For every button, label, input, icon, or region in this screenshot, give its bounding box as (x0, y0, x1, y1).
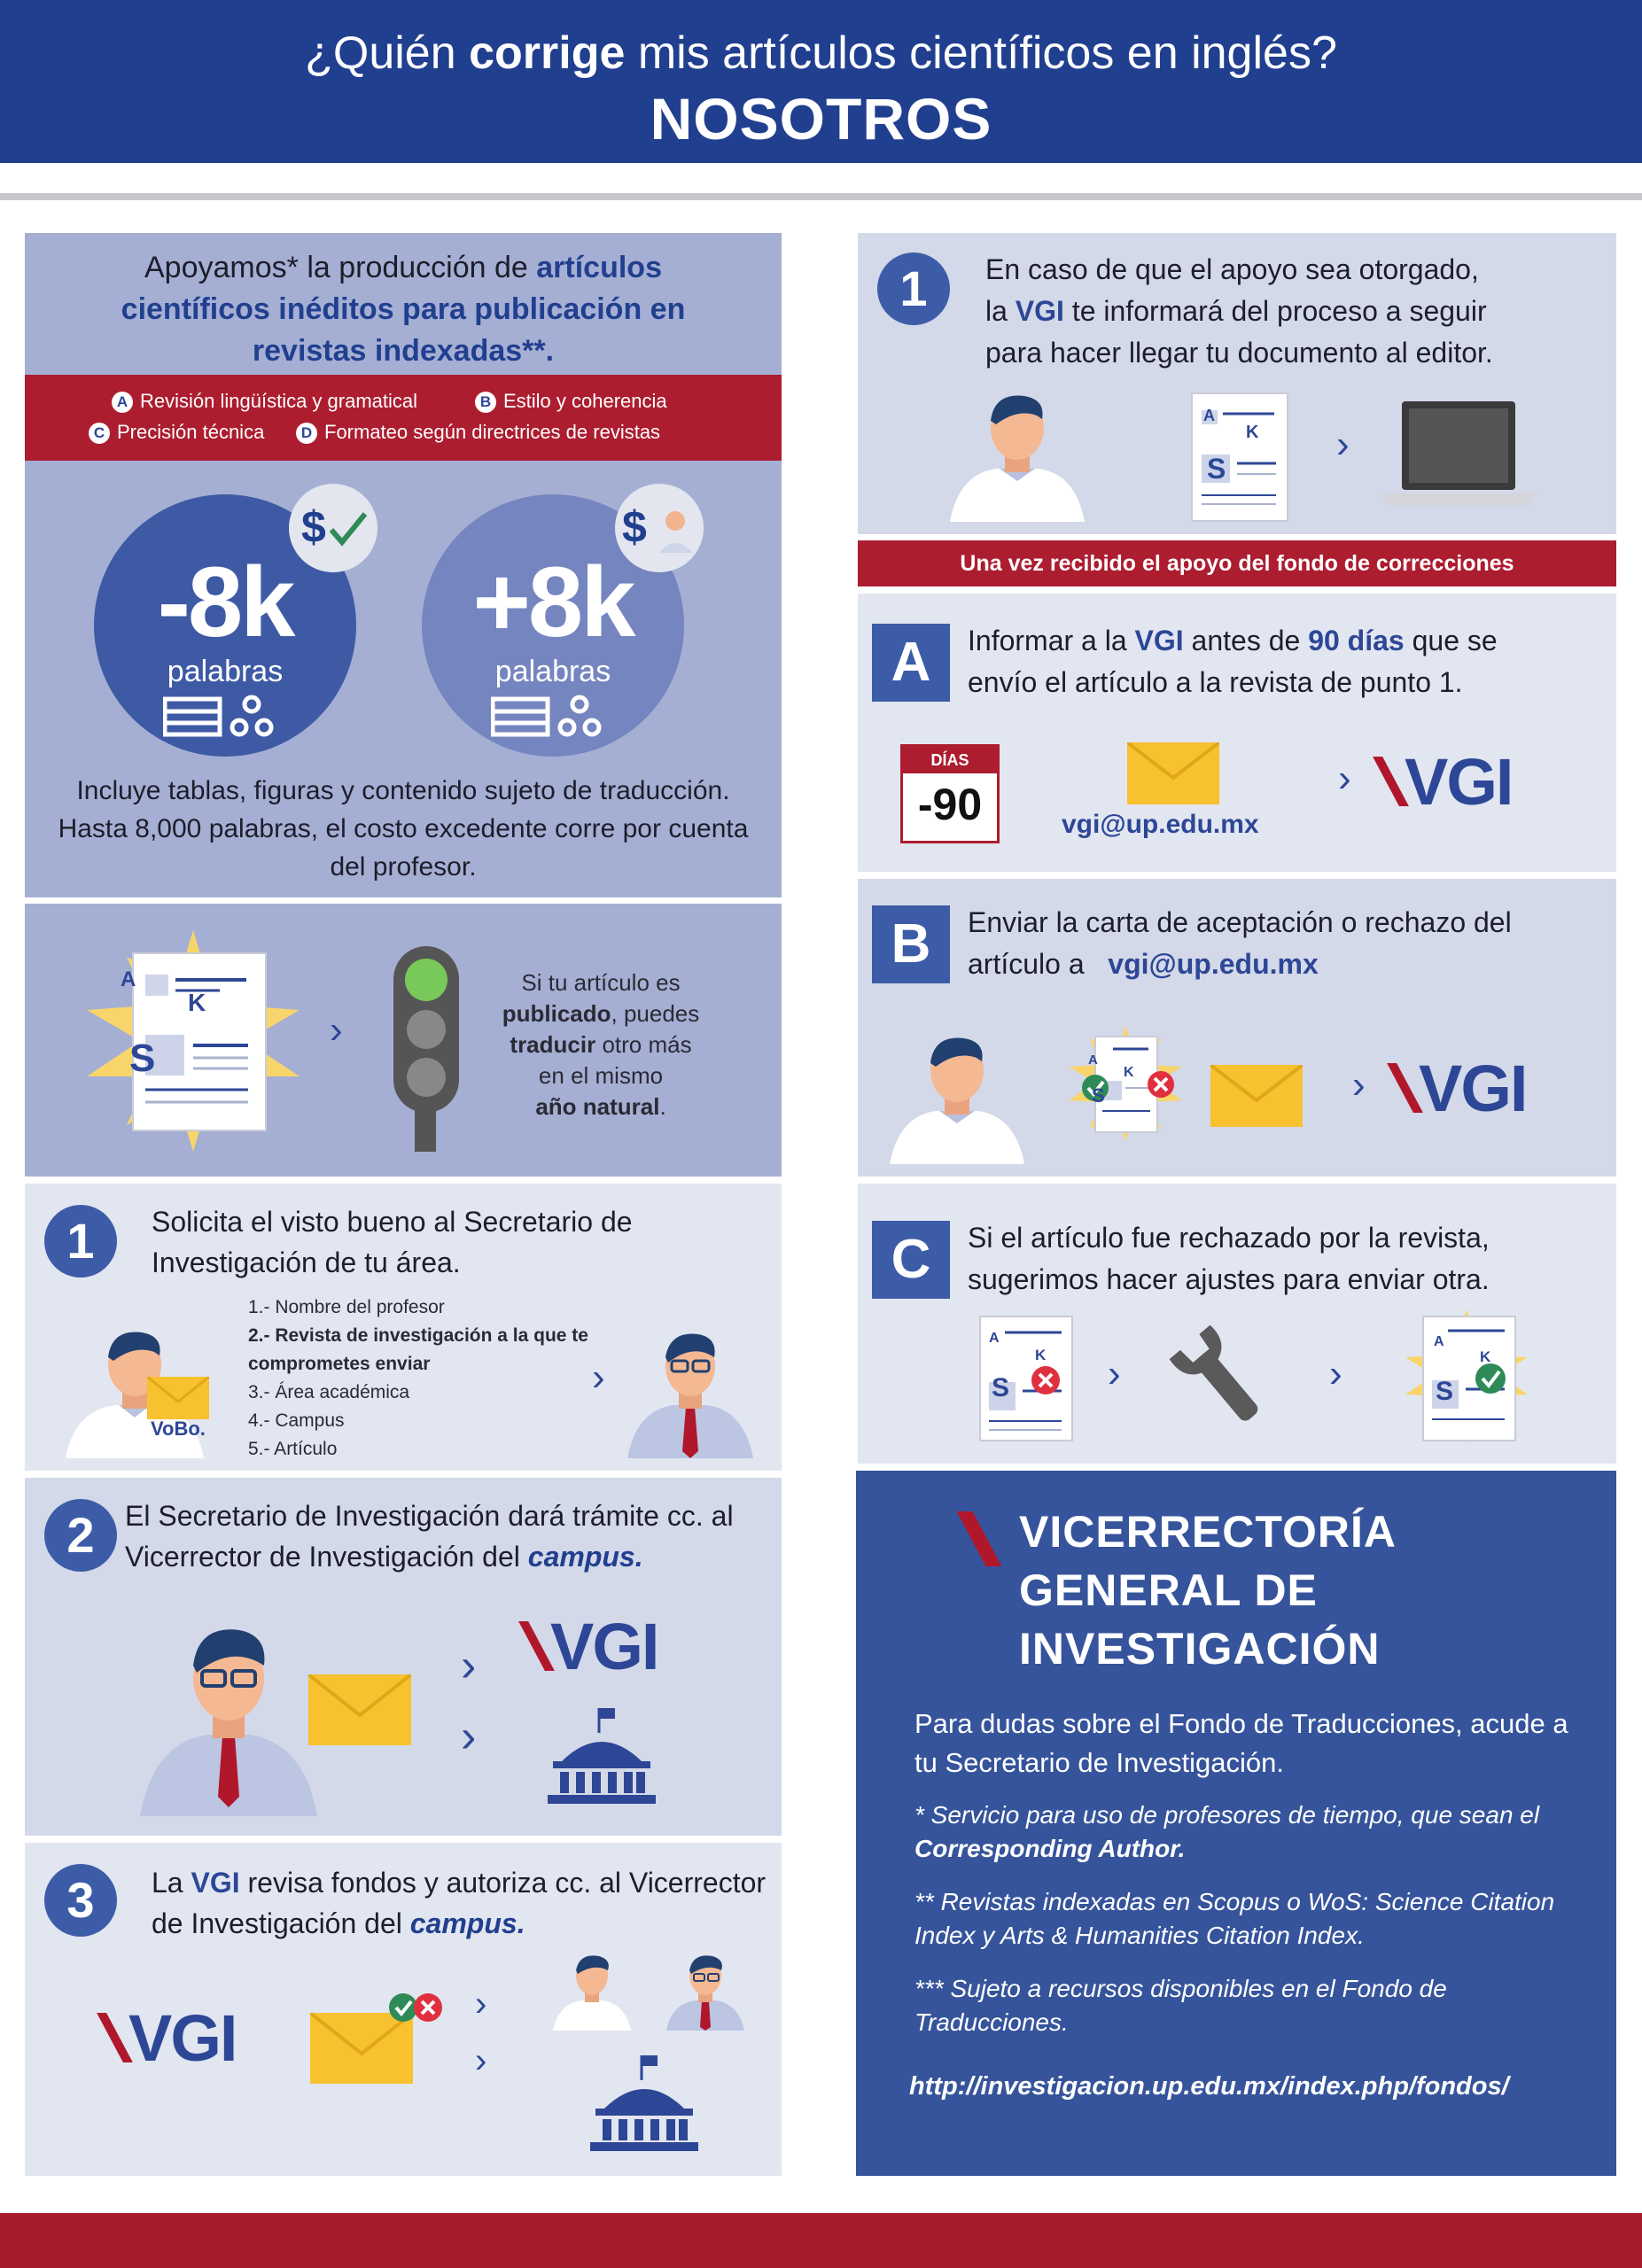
header-answer: NOSOTROS (650, 86, 992, 151)
red-banner: Una vez recibido el apoyo del fondo de correcciones (858, 540, 1616, 586)
step-3-panel (25, 1843, 782, 2176)
service-c: C Precisión técnica (89, 418, 264, 447)
doc-letter-s: S (992, 1373, 1010, 1402)
doc-letter-k: K (1124, 1065, 1134, 1080)
requirements-list: 1.- Nombre del profesor 2.- Revista de investigación a la que te comprometes enviar 3.- Área académica 4.- Campus 5.- Artículo (248, 1297, 588, 1459)
header-question: ¿Quién corrige mis artículos científicos en inglés? (305, 27, 1337, 79)
laptop-icon (1379, 398, 1538, 509)
calendar-icon (900, 744, 1000, 843)
intro-text: Apoyamos* la producción de artículos científicos inéditos para publicación en revistas indexadas**. (121, 251, 686, 368)
words-note: Incluye tablas, figuras y contenido sujeto de traducción. Hasta 8,000 palabras, el costo excedente corre por cuenta del profesor. (58, 776, 749, 882)
step-1-number: 1 (44, 1205, 117, 1278)
footer-bar (0, 2213, 1642, 2268)
step-2-text: El Secretario de Investigación dará trámite cc. al Vicerrector de Investigación del campus. (125, 1500, 734, 1573)
svg-text:$: $ (622, 502, 647, 552)
service-b: B Estilo y coherencia (475, 387, 667, 416)
right-step-1-panel (858, 233, 1616, 534)
step-b-panel (858, 879, 1616, 1177)
step-a-letter: A (872, 624, 950, 702)
arrow-icon: › (592, 1355, 605, 1399)
doc-letter-a: A (1434, 1334, 1444, 1349)
arrow-icon: › (1336, 423, 1350, 466)
step-c-letter: C (872, 1221, 950, 1299)
arrow-icon: › (330, 1008, 343, 1052)
approve-reject-icon (388, 1992, 445, 2023)
words-label: palabras (494, 655, 611, 688)
vobo-label: VoBo. (151, 1418, 206, 1440)
arrow-icon: › (1108, 1352, 1121, 1395)
envelope-icon (310, 2013, 413, 2084)
vgi-logo-slash (957, 1511, 1002, 1566)
step-b-letter: B (872, 905, 950, 983)
doc-letter-s: S (1207, 453, 1226, 485)
services-bar (25, 375, 782, 461)
article-doc-burst-icon (60, 930, 326, 1152)
svg-text:$: $ (301, 502, 326, 552)
doc-letter-k: K (188, 989, 206, 1016)
email-address[interactable]: vgi@up.edu.mx (1062, 810, 1259, 839)
intro-panel (25, 233, 782, 897)
secretary-avatar (131, 1619, 326, 1816)
contact-panel (856, 1471, 1616, 2176)
secretary-avatar (624, 1325, 757, 1458)
doc-letter-s: S (1436, 1377, 1454, 1406)
step-3-text: La VGI revisa fondos y autoriza cc. al Vicerrector de Investigación del campus. (152, 1867, 767, 1939)
vgi-logo: VGI (110, 2002, 236, 2073)
contact-dudas: Para dudas sobre el Fondo de Traducciones, acude a tu Secretario de Investigación. (914, 1708, 1568, 1778)
arrow-icon: › (1329, 1352, 1342, 1395)
money-check-badge (289, 484, 377, 572)
doc-letter-a: A (1203, 407, 1215, 424)
envelope-icon (1210, 1065, 1303, 1127)
page-header (0, 0, 1642, 163)
right-step-1-text: En caso de que el apoyo sea otorgado, la VGI te informará del proceso a seguir para hacer llegar tu documento al editor. (985, 253, 1493, 369)
envelope-icon (308, 1674, 411, 1745)
note-1: * Servicio para uso de profesores de tiempo, que sean el Corresponding Author. (914, 1801, 1540, 1862)
step-c-panel (858, 1184, 1616, 1464)
envelope-icon (1127, 742, 1219, 804)
plus-8k: +8k (472, 547, 634, 657)
step-a-panel (858, 594, 1616, 872)
accepted-doc-icon (1400, 1309, 1533, 1451)
money-person-badge (615, 484, 704, 572)
doc-letter-s: S (129, 1037, 156, 1080)
arrow-icon: › (461, 1640, 477, 1691)
note-2: ** Revistas indexadas en Scopus o WoS: Science Citation Index y Arts & Humanities Citation Index. (914, 1888, 1555, 1949)
fund-url-link[interactable]: http://investigacion.up.edu.mx/index.php/fondos/ (909, 2072, 1509, 2101)
professor-avatar (886, 1031, 1028, 1164)
campus-building-icon (544, 1708, 659, 1806)
arrow-icon: › (461, 1711, 477, 1762)
words-label: palabras (167, 655, 284, 688)
note-3: *** Sujeto a recursos disponibles en el Fondo de Traducciones. (914, 1975, 1447, 2036)
step-2-number: 2 (44, 1499, 117, 1572)
arrow-icon: › (1352, 1063, 1366, 1107)
service-d: D Formateo según directrices de revistas (296, 418, 660, 447)
minus-8k: -8k (157, 547, 293, 657)
table-figure-icon (163, 694, 287, 740)
arrow-icon: › (475, 2041, 487, 2080)
step-a-text: Informar a la VGI antes de 90 días que se envío el artículo a la revista de punto 1. (968, 625, 1498, 698)
wrench-icon (1159, 1322, 1283, 1437)
traffic-light-icon (393, 946, 459, 1152)
step-c-text: Si el artículo fue rechazado por la revista, sugerimos hacer ajustes para enviar otra. (968, 1222, 1490, 1295)
doc-letter-k: K (1035, 1347, 1047, 1363)
published-panel (25, 904, 782, 1177)
doc-letter-a: A (1088, 1052, 1098, 1068)
doc-letter-k: K (1480, 1348, 1491, 1365)
reviewed-doc-icon (1063, 1026, 1187, 1150)
service-a: A Revisión lingüística y gramatical (112, 387, 417, 416)
step-1-panel (25, 1184, 782, 1471)
vgi-logo: VGI (532, 1611, 658, 1682)
professor-avatar (549, 1953, 634, 2031)
step-1-text: Solicita el visto bueno al Secretario de Investigación de tu área. (152, 1206, 633, 1278)
step-2-panel (25, 1478, 782, 1836)
calendar-label: DÍAS (903, 747, 997, 773)
org-name: VICERRECTORÍA GENERAL DE INVESTIGACIÓN (1019, 1507, 1397, 1674)
calendar-number: -90 (917, 780, 983, 829)
doc-letter-k: K (1246, 423, 1259, 442)
vgi-logo: VGI (1400, 1052, 1526, 1123)
campus-building-icon (587, 2055, 702, 2153)
divider (0, 193, 1642, 200)
table-figure-icon (491, 694, 615, 740)
doc-letter-a: A (989, 1331, 1000, 1346)
professor-avatar (946, 389, 1088, 522)
step-b-text: Enviar la carta de aceptación o rechazo del artículo a vgi@up.edu.mx (968, 906, 1512, 980)
doc-letter-s: S (1092, 1084, 1105, 1107)
vgi-logo: VGI (1386, 746, 1512, 817)
step-3-number: 3 (44, 1864, 117, 1937)
envelope-icon (147, 1377, 209, 1419)
arrow-icon: › (1338, 757, 1351, 800)
right-step-1-number: 1 (877, 252, 950, 325)
arrow-icon: › (475, 1984, 487, 2023)
published-text: Si tu artículo es publicado, puedes traducir otro más en el mismo año natural. (502, 969, 700, 1120)
doc-letter-a: A (121, 967, 136, 991)
secretary-avatar (663, 1953, 748, 2031)
